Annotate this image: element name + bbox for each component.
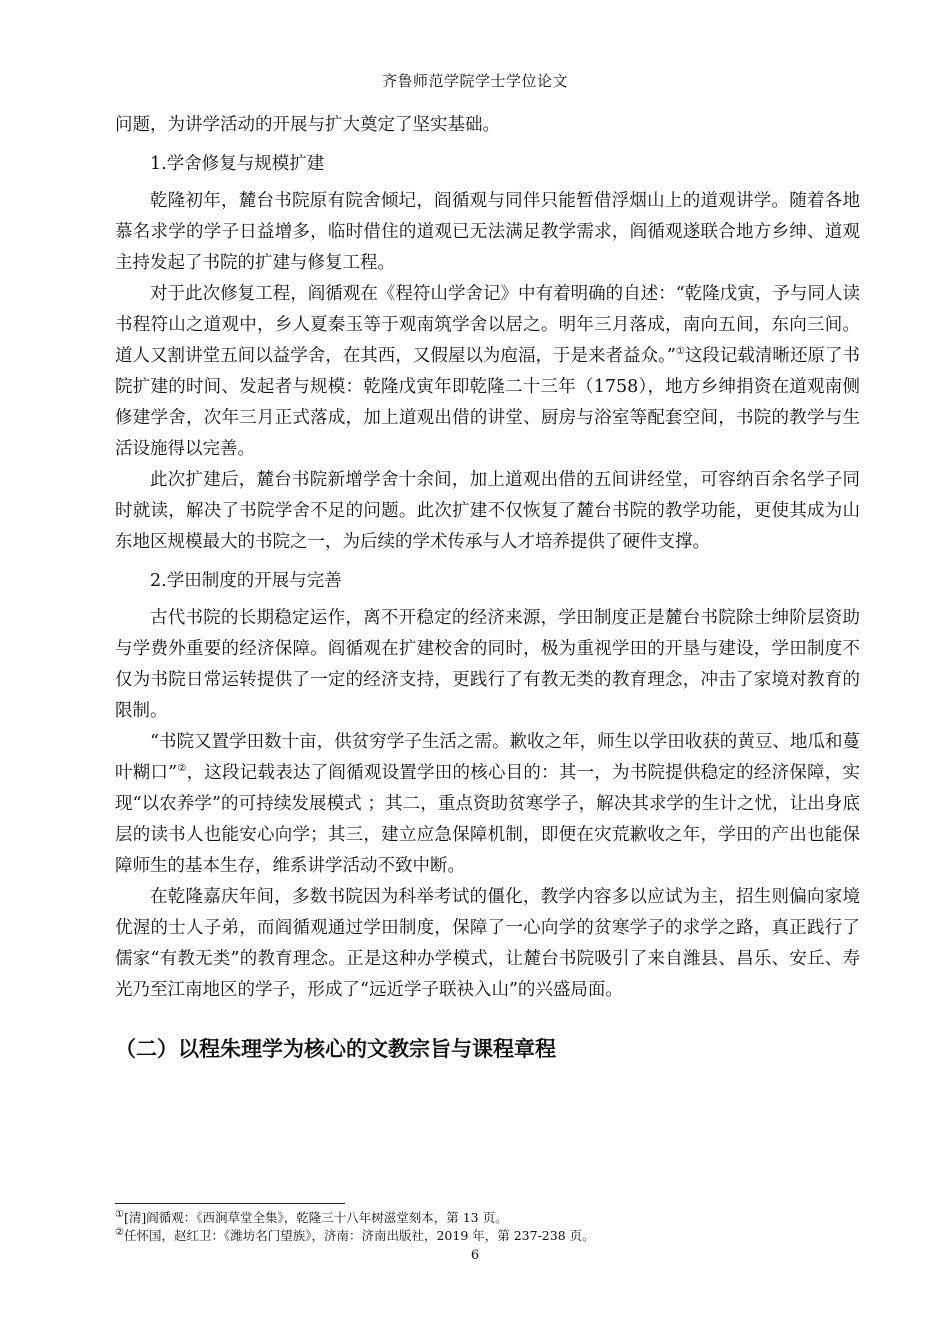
paragraph-1: 乾隆初年，麓台书院原有院舍倾圮，阎循观与同伴只能暂借浮烟山上的道观讲学。随着各地慕名求学的学子日益增多，临时借住的道观已无法满足教学需求，阎循观遂联合地方乡绅、道观主持发起了书院的扩建与修复工程。 xyxy=(115,191,860,273)
footnote-1 xyxy=(115,1209,860,1227)
paragraph-continuation: 问题，为讲学活动的开展与扩大奠定了坚实基础。 xyxy=(115,115,500,135)
footnote-mark-1: ① xyxy=(115,1208,124,1220)
paragraph-2 xyxy=(115,279,860,465)
paragraph-5 xyxy=(115,727,860,882)
footnote-text-2: 任怀国，赵红卫：《潍坊名门望族》，济南：济南出版社，2019 年，第 237-238 页。 xyxy=(123,1228,595,1243)
footnote-text-1: [清]阎循观：《西涧草堂全集》，乾隆三十八年树滋堂刻本，第 13 页。 xyxy=(123,1210,508,1225)
footnote-2 xyxy=(115,1227,860,1245)
paragraph-2-quote: 对于此次修复工程，阎循观在《程符山学舍记》中有着明确的自述：“乾隆戊寅，予与同人读书程符山之道观中，乡人夏秦玉等于观南筑学舍以居之。明年三月落成，南向五间，东向三间。道人又割讲堂五间以益学舍，在其西，又假屋以为庖湢，于是来者益众。” xyxy=(115,284,860,366)
page-header: 齐鲁师范学院学士学位论文 xyxy=(381,72,568,90)
footnote-mark-2: ② xyxy=(115,1226,124,1238)
footnote-ref-1[interactable]: ① xyxy=(675,346,685,358)
main-text xyxy=(115,110,860,1066)
paragraph-4: 古代书院的长期稳定运作，离不开稳定的经济来源，学田制度正是麓台书院除士绅阶层资助与学费外重要的经济保障。阎循观在扩建校舍的同时，极为重视学田的开垦与建设，学田制度不仅为书院日常运转提供了一定的经济支持，更践行了有教无类的教育理念，冲击了家境对教育的限制。 xyxy=(115,608,860,721)
footnote-divider xyxy=(115,1203,345,1204)
section-heading: （二）以程朱理学为核心的文教宗旨与课程章程 xyxy=(115,1037,556,1061)
paragraph-3: 此次扩建后，麓台书院新增学舍十余间，加上道观出借的五间讲经堂，可容纳百余名学子同时就读，解决了书院学舍不足的问题。此次扩建不仅恢复了麓台书院的教学功能，更使其成为山东地区规模最大的书院之一，为后续的学术传承与人才培养提供了硬件支撑。 xyxy=(115,470,860,552)
footnote-ref-2[interactable]: ② xyxy=(177,763,187,775)
footnotes xyxy=(115,1209,860,1245)
paragraph-6: 在乾隆嘉庆年间，多数书院因为科举考试的僵化，教学内容多以应试为主，招生则偏向家境优渥的士人子弟，而阎循观通过学田制度，保障了一心向学的贫寒学子的求学之路，真正践行了儒家“有教无类”的教育理念。正是这种办学模式，让麓台书院吸引了来自潍县、昌乐、安丘、寿光乃至江南地区的学子，形成了“远近学子联袂入山”的兴盛局面。 xyxy=(115,887,860,1000)
page-number: 6 xyxy=(470,1248,480,1263)
paragraph-5-quote: “书院又置学田数十亩，供贫穷学子生活之需。歉收之年，师生以学田收获的黄豆、地瓜和蔓叶糊口” xyxy=(115,732,860,783)
paragraph-5-rest: ，这段记载表达了阎循观设置学田的核心目的：其一，为书院提供稳定的经济保障，实现“以农养学”的可持续发展模式 ；其二，重点资助贫寒学子，解决其求学的生计之忧，让出身底层的读书人也能安心向学；其三，建立应急保障机制，即便在灾荒歉收之年，学田的产出也能保障师生的基本生存，维系讲学活动不致中断。 xyxy=(115,763,860,876)
subsection-heading-2: 2.学田制度的开展与完善 xyxy=(150,571,342,591)
subsection-heading-1: 1.学舍修复与规模扩建 xyxy=(150,154,325,174)
paragraph-2-rest: 这段记载清晰还原了书院扩建的时间、发起者与规模：乾隆戊寅年即乾隆二十三年（1758），地方乡绅捐资在道观南侧修建学舍，次年三月正式落成，加上道观出借的讲堂、厨房与浴室等配套空间，书院的教学与生活设施得以完善。 xyxy=(115,346,861,459)
